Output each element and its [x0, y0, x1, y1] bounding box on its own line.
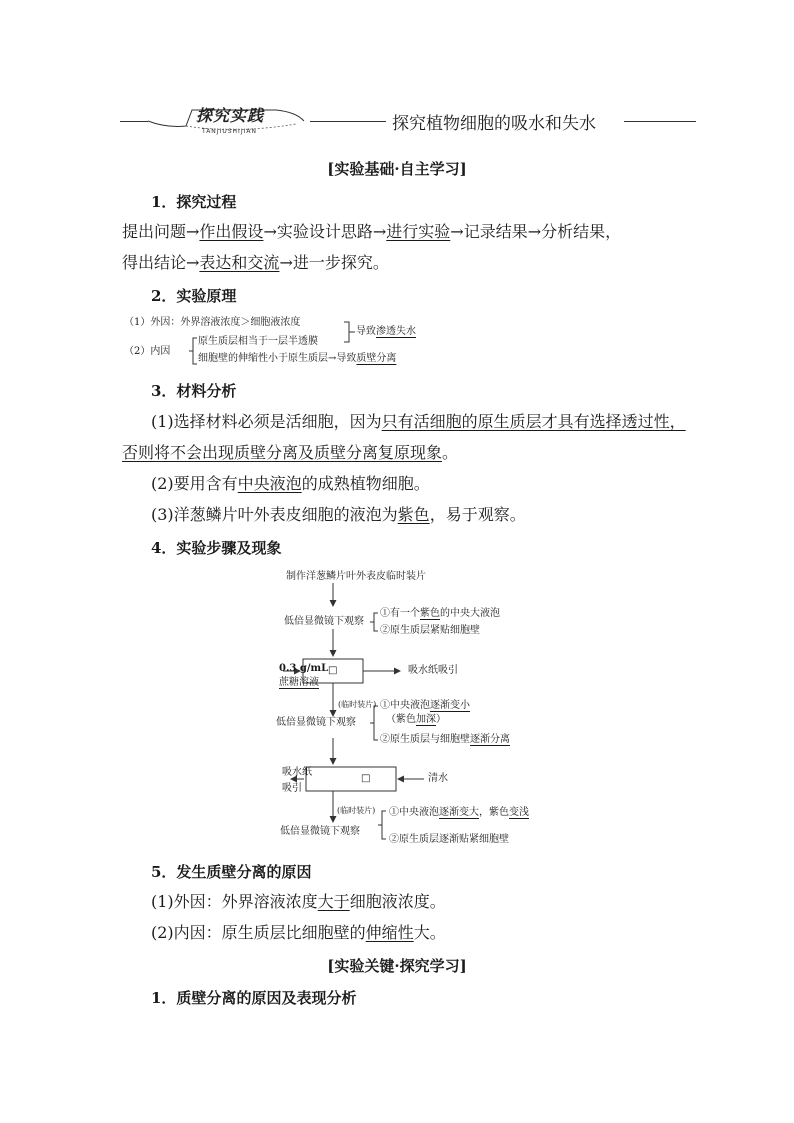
- flow-result-3b: ②原生质层逐渐贴紧细胞壁: [389, 834, 509, 845]
- material-line-2: 否则将不会出现质壁分离及质壁分离复原现象。: [122, 443, 459, 462]
- flow-result-2a: ①中央液泡逐渐变小: [380, 700, 470, 711]
- flow-result-1b: ②原生质层紧贴细胞壁: [380, 625, 480, 636]
- flow-absorb-2a: 吸水纸: [282, 767, 312, 778]
- flow-sucrose: 蔗糖溶液: [279, 677, 319, 688]
- heading-material: 3．材料分析: [151, 382, 237, 400]
- cause-line-2: (2)内因：原生质层比细胞壁的伸缩性大。: [151, 923, 446, 942]
- flow-absorb-1: 吸水纸吸引: [408, 665, 458, 676]
- heading-process: 1．探究过程: [151, 193, 237, 211]
- flow-result-3a: ①中央液泡逐渐变大，紫色变浅: [389, 807, 529, 818]
- principle-external: （1）外因：外界溶液浓度＞细胞液浓度: [124, 317, 301, 328]
- material-line-3: (2)要用含有中央液泡的成熟植物细胞。: [151, 474, 430, 493]
- material-line-1: (1)选择材料必须是活细胞，因为只有活细胞的原生质层才具有选择透过性，: [151, 412, 686, 431]
- heading-steps: 4．实验步骤及现象: [151, 539, 282, 557]
- flow-observe-2: 低倍显微镜下观察: [276, 717, 356, 728]
- flow-observe-3: 低倍显微镜下观察: [280, 826, 360, 837]
- flow-result-2c: ②原生质层与细胞壁逐渐分离: [380, 734, 510, 745]
- flow-temp-2: (临时装片): [337, 806, 376, 815]
- header-title: 探究植物细胞的吸水和失水: [392, 114, 596, 134]
- flow-square-1: □: [328, 665, 338, 676]
- process-line-2: 得出结论→表达和交流→进一步探究。: [122, 253, 389, 272]
- principle-result: 导致渗透失水: [356, 326, 416, 337]
- flow-result-2b: （紫色加深）: [386, 714, 446, 725]
- section-heading-basics: [实验基础·自主学习]: [327, 160, 467, 178]
- process-line-1: 提出问题→作出假设→实验设计思路→进行实验→记录结果→分析结果，: [122, 222, 622, 241]
- section-heading-key: [实验关键·探究学习]: [327, 957, 467, 975]
- material-line-4: (3)洋葱鳞片叶外表皮细胞的液泡为紫色，易于观察。: [151, 505, 526, 524]
- flow-observe-1: 低倍显微镜下观察: [284, 616, 364, 627]
- flow-sucrose-conc: 0.3 g/mL: [279, 663, 329, 674]
- flow-absorb-2b: 吸引: [282, 783, 302, 794]
- heading-principle: 2．实验原理: [151, 287, 237, 305]
- principle-internal-label: （2）内因: [124, 346, 171, 357]
- heading-analysis: 1．质壁分离的原因及表现分析: [151, 989, 357, 1007]
- header-badge-title: 探究实践: [196, 106, 265, 125]
- flow-temp-1: (临时装片): [338, 700, 377, 709]
- principle-internal-1: 原生质层相当于一层半透膜: [198, 336, 318, 347]
- heading-cause: 5．发生质壁分离的原因: [151, 863, 312, 881]
- flow-top: 制作洋葱鳞片叶外表皮临时装片: [286, 571, 426, 582]
- flow-square-2: □: [361, 773, 371, 784]
- flow-water: 清水: [428, 773, 448, 784]
- header-badge-subtitle: TANJIUSHIJIAN: [202, 128, 257, 135]
- flow-result-1a: ①有一个紫色的中央大液泡: [380, 608, 500, 619]
- cause-line-1: (1)外因：外界溶液浓度大于细胞液浓度。: [151, 892, 446, 911]
- principle-internal-2: 细胞壁的伸缩性小于原生质层→导致质壁分离: [198, 353, 397, 364]
